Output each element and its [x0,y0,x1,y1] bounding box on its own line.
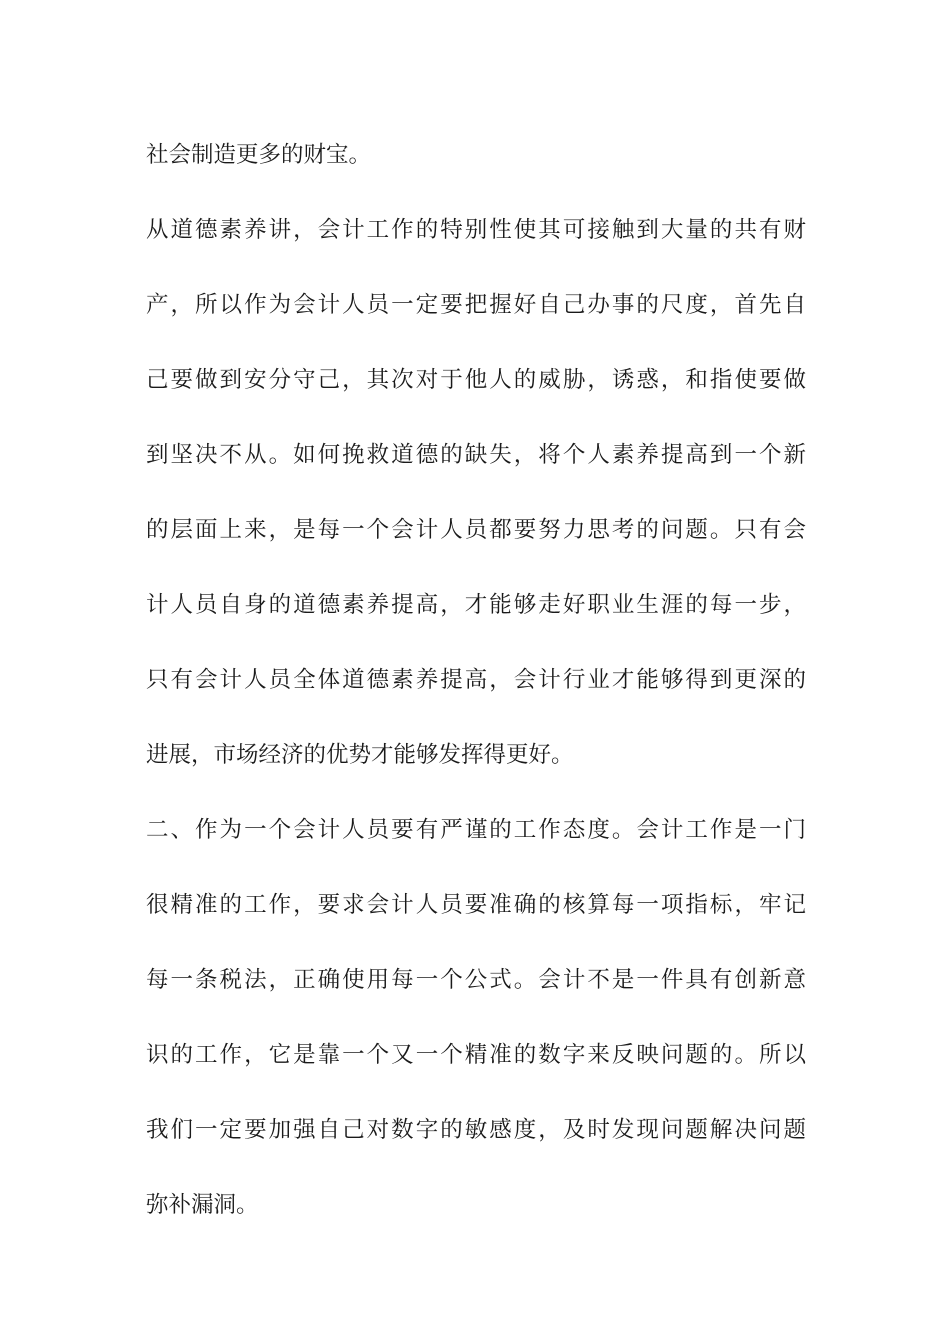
text-line: 进展，市场经济的优势才能够发挥得更好。 [146,742,574,768]
text-line: 只有会计人员全体道德素养提高，会计行业才能够得到更深的 [146,667,806,693]
text-line: 弥补漏洞。 [146,1192,259,1218]
text-line: 我们一定要加强自己对数字的敏感度，及时发现问题解决问题 [146,1117,806,1143]
text-line: 产，所以作为会计人员一定要把握好自己办事的尺度，首先自 [146,292,806,318]
text-line: 从道德素养讲，会计工作的特别性使其可接触到大量的共有财 [146,217,806,243]
text-line: 到坚决不从。如何挽救道德的缺失，将个人素养提高到一个新 [146,442,806,468]
text-line: 每一条税法，正确使用每一个公式。会计不是一件具有创新意 [146,967,806,993]
text-line: 己要做到安分守己，其次对于他人的威胁，诱惑，和指使要做 [146,367,806,393]
text-line: 识的工作，它是靠一个又一个精准的数字来反映问题的。所以 [146,1042,806,1068]
text-line: 很精准的工作，要求会计人员要准确的核算每一项指标，牢记 [146,892,806,918]
text-line: 二、作为一个会计人员要有严谨的工作态度。会计工作是一门 [146,817,806,843]
text-line: 计人员自身的道德素养提高，才能够走好职业生涯的每一步， [146,592,806,618]
text-line: 社会制造更多的财宝。 [146,142,372,168]
text-line: 的层面上来，是每一个会计人员都要努力思考的问题。只有会 [146,517,806,543]
